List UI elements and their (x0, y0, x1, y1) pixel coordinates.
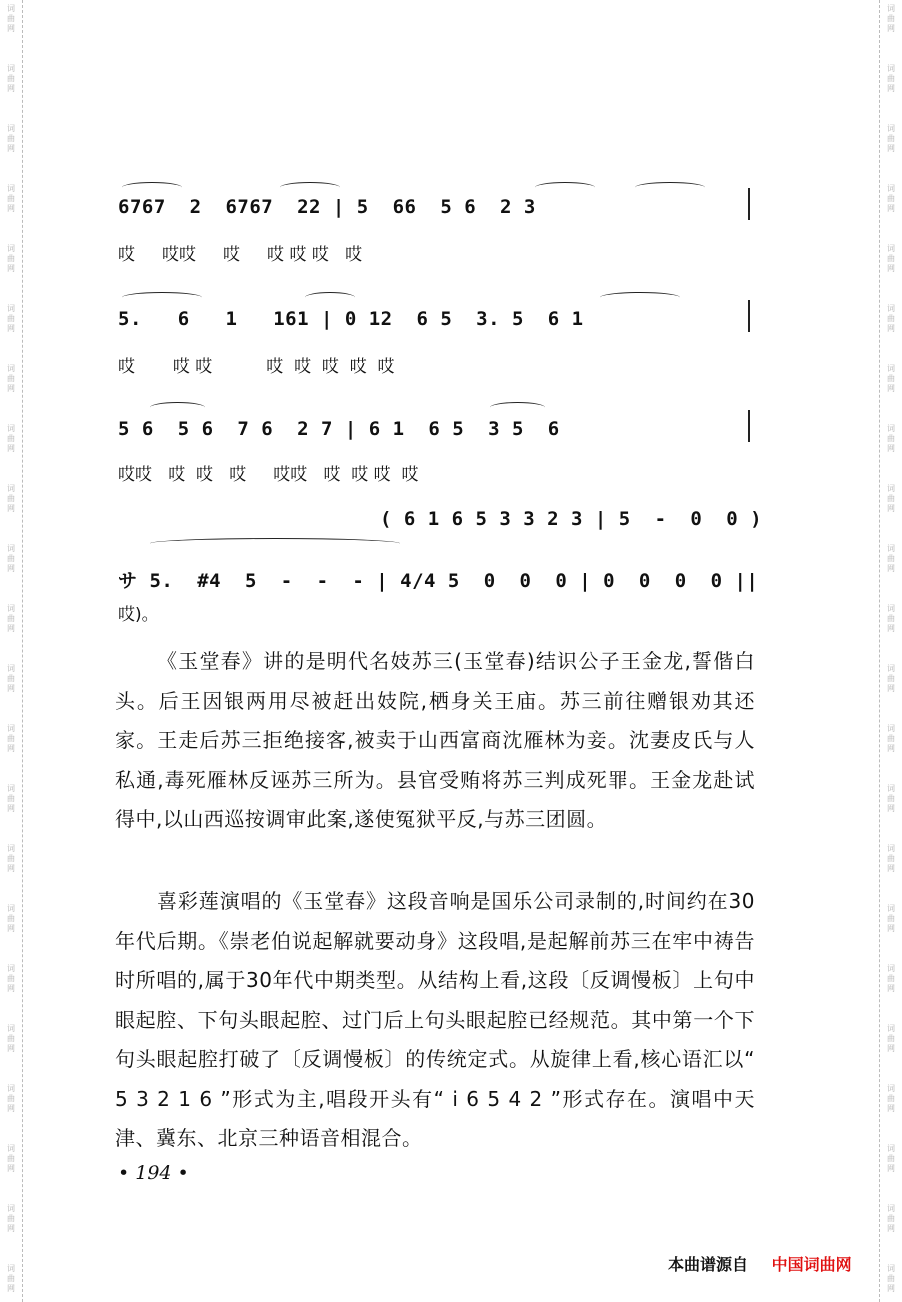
margin-watermark-text: 词 曲 网 (7, 664, 15, 693)
bar-line (748, 188, 750, 220)
slur-mark (122, 292, 202, 303)
margin-watermark-text: 词 曲 网 (887, 1024, 895, 1053)
margin-watermark-text: 词 曲 网 (7, 724, 15, 753)
score-line-3-notes: 5 6 5 6 7 6 2 7 | 6 1 6 5 3 5 6 (118, 418, 560, 440)
slur-mark (635, 182, 705, 193)
margin-watermark-text: 词 曲 网 (887, 1144, 895, 1173)
margin-watermark-text: 词 曲 网 (7, 1084, 15, 1113)
margin-watermark-text: 词 曲 网 (887, 1204, 895, 1233)
margin-watermark-text: 词 曲 网 (7, 784, 15, 813)
footer-source-label: 本曲谱源自 (668, 1255, 749, 1274)
slur-mark (600, 292, 680, 303)
score-line-4-accompaniment: ( 6 1 6 5 3 3 2 3 | 5 - 0 0 ) (380, 508, 763, 530)
margin-watermark-text: 词 曲 网 (7, 904, 15, 933)
right-margin-watermark-strip (879, 0, 902, 1302)
score-line-4-notes: サ 5. #4 5 - - - | 4/4 5 0 0 0 | 0 0 0 0 || (118, 570, 759, 592)
margin-watermark-text: 词 曲 网 (887, 184, 895, 213)
margin-watermark-text: 词 曲 网 (7, 124, 15, 153)
margin-watermark-text: 词 曲 网 (887, 1084, 895, 1113)
margin-watermark-text: 词 曲 网 (887, 4, 895, 33)
margin-watermark-text: 词 曲 网 (887, 664, 895, 693)
margin-watermark-text: 词 曲 网 (7, 4, 15, 33)
score-line-1-notes: 6767 2 6767 22 | 5 66 5 6 2 3 (118, 196, 536, 218)
slur-mark (150, 402, 205, 413)
margin-watermark-text: 词 曲 网 (887, 424, 895, 453)
score-line-4-lyrics: 哎)。 (118, 605, 159, 625)
margin-watermark-text: 词 曲 网 (7, 244, 15, 273)
margin-watermark-text: 词 曲 网 (7, 304, 15, 333)
bar-line (748, 410, 750, 442)
slur-mark (490, 402, 545, 413)
paragraph-analysis: 喜彩莲演唱的《玉堂春》这段音响是国乐公司录制的,时间约在30年代后期。《崇老伯说起解就要动身》这段唱,是起解前苏三在牢中祷告时所唱的,属于30年代中期类型。从结构上看,这段〔反调慢板〕上句中眼起腔、下句头眼起腔、过门后上句头眼起腔已经规范。其中第一个下句头眼起腔打破了〔反调慢板〕的传统定式。从旋律上看,核心语汇以“ 5 3 2 1 6 ”形式为主,唱段开头有“ i 6 5 4 2 ”形式存在。演唱中天津、冀东、北京三种语音相混合。 (115, 889, 755, 1150)
slur-mark (280, 182, 340, 193)
margin-watermark-text: 词 曲 网 (7, 64, 15, 93)
margin-watermark-text: 词 曲 网 (887, 724, 895, 753)
score-line-2-notes: 5. 6 1 161 | 0 12 6 5 3. 5 6 1 (118, 308, 584, 330)
margin-watermark-text: 词 曲 网 (887, 364, 895, 393)
footer-brand-link[interactable]: 中国词曲网 (771, 1255, 852, 1274)
margin-watermark-text: 词 曲 网 (887, 904, 895, 933)
margin-watermark-text: 词 曲 网 (887, 544, 895, 573)
slur-mark (305, 292, 355, 303)
margin-watermark-text: 词 曲 网 (7, 484, 15, 513)
margin-watermark-text: 词 曲 网 (887, 1264, 895, 1293)
margin-watermark-text: 词 曲 网 (7, 1024, 15, 1053)
footer-attribution (668, 1252, 852, 1275)
score-line-3-lyrics: 哎哎 哎 哎 哎 哎哎 哎 哎 哎 哎 (118, 465, 419, 485)
margin-watermark-text: 词 曲 网 (887, 964, 895, 993)
slur-mark (122, 182, 182, 193)
margin-watermark-text: 词 曲 网 (887, 304, 895, 333)
margin-watermark-text: 词 曲 网 (7, 1204, 15, 1233)
left-margin-watermark-strip (0, 0, 23, 1302)
margin-watermark-text: 词 曲 网 (887, 64, 895, 93)
margin-watermark-text: 词 曲 网 (887, 844, 895, 873)
margin-watermark-text: 词 曲 网 (7, 844, 15, 873)
margin-watermark-text: 词 曲 网 (7, 604, 15, 633)
margin-watermark-text: 词 曲 网 (887, 604, 895, 633)
margin-watermark-text: 词 曲 网 (7, 544, 15, 573)
margin-watermark-text: 词 曲 网 (887, 484, 895, 513)
slur-mark (150, 538, 400, 549)
margin-watermark-text: 词 曲 网 (7, 1264, 15, 1293)
margin-watermark-text: 词 曲 网 (7, 1144, 15, 1173)
score-line-1-lyrics: 哎 哎哎 哎 哎 哎 哎 哎 (118, 245, 363, 265)
score-line-2-lyrics: 哎 哎 哎 哎 哎 哎 哎 哎 (118, 357, 395, 377)
page-number: • 194 • (118, 1162, 189, 1184)
paragraph-synopsis: 《玉堂春》讲的是明代名妓苏三(玉堂春)结识公子王金龙,誓偕白头。后王因银两用尽被赶出妓院,栖身关王庙。苏三前往赠银劝其还家。王走后苏三拒绝接客,被卖于山西富商沈雁林为妾。沈妻皮氏与人私通,毒死雁林反诬苏三所为。县官受贿将苏三判成死罪。王金龙赴试得中,以山西巡按调审此案,遂使冤狱平反,与苏三团圆。 (115, 649, 755, 831)
margin-watermark-text: 词 曲 网 (887, 244, 895, 273)
margin-watermark-text: 词 曲 网 (887, 784, 895, 813)
margin-watermark-text: 词 曲 网 (7, 424, 15, 453)
margin-watermark-text: 词 曲 网 (887, 124, 895, 153)
margin-watermark-text: 词 曲 网 (7, 184, 15, 213)
margin-watermark-text: 词 曲 网 (7, 964, 15, 993)
margin-watermark-text: 词 曲 网 (7, 364, 15, 393)
bar-line (748, 300, 750, 332)
slur-mark (535, 182, 595, 193)
